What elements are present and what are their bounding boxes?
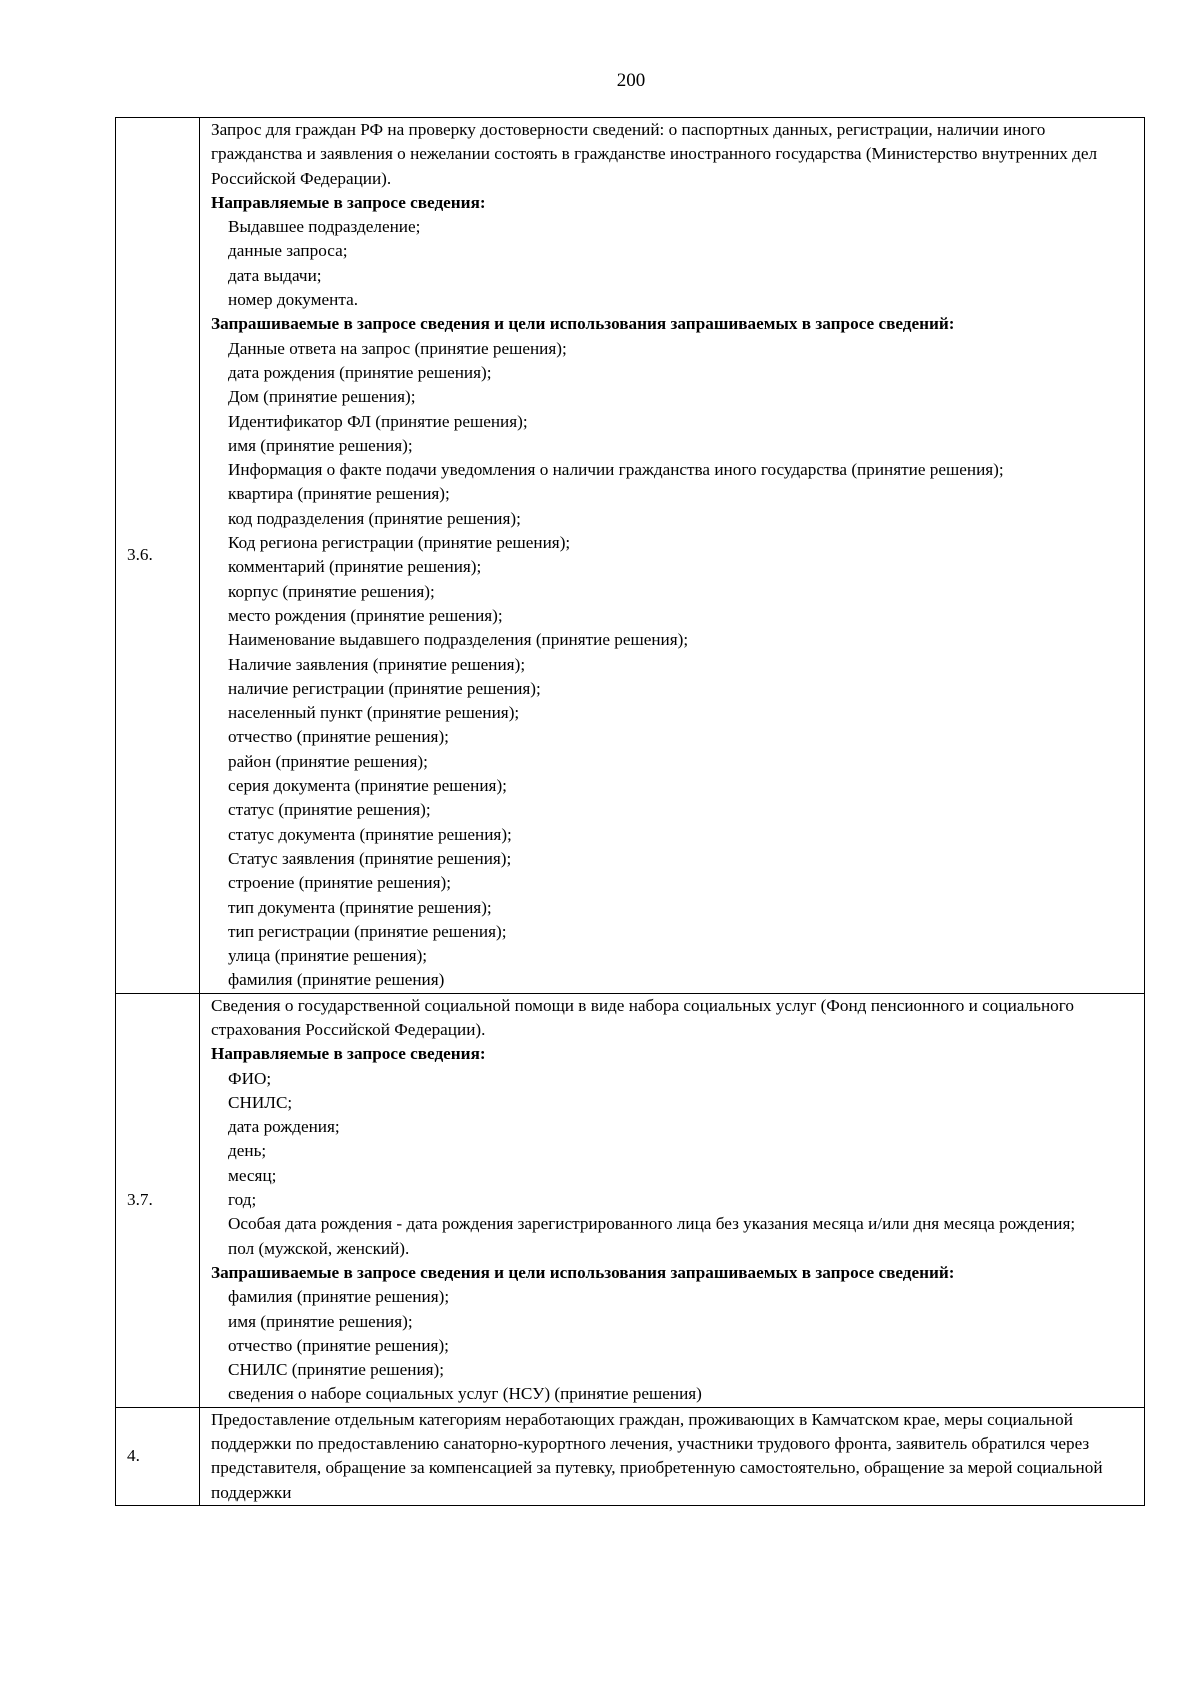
row-title: Сведения о государственной социальной помощи в виде набора социальных услуг (Фонд пенсионного и социального страхования Российской Федерации). — [211, 995, 1074, 1039]
list-item: отчество (принятие решения); — [228, 1335, 449, 1355]
list-item: Идентификатор ФЛ (принятие решения); — [228, 411, 528, 431]
list-item: сведения о наборе социальных услуг (НСУ) (принятие решения) — [228, 1384, 702, 1404]
row-content — [200, 1407, 1145, 1505]
sent-header: Направляемые в запросе сведения: — [211, 1044, 486, 1064]
list-item: месяц; — [228, 1165, 277, 1185]
document-table — [115, 117, 1145, 1506]
page-number: 200 — [616, 70, 646, 91]
list-item: Выдавшее подразделение; — [228, 217, 421, 237]
list-item: фамилия (принятие решения); — [228, 1287, 450, 1307]
list-item: данные запроса; — [228, 241, 348, 261]
row-number: 3.7. — [116, 993, 200, 1407]
row-title: Запрос для граждан РФ на проверку достоверности сведений: о паспортных данных, регистрации, наличии иного гражданства и заявления о нежелании состоять в гражданстве иностранного государства (Министерство внутренних дел Российской Федерации). — [211, 120, 1098, 188]
table-row — [116, 1407, 1145, 1505]
list-item: район (принятие решения); — [228, 751, 428, 771]
list-item: отчество (принятие решения); — [228, 727, 449, 747]
list-item: Дом (принятие решения); — [228, 387, 416, 407]
list-item: дата рождения; — [228, 1117, 340, 1137]
list-item: Информация о факте подачи уведомления о наличии гражданства иного государства (принятие решения); — [228, 460, 1004, 480]
row-title: Предоставление отдельным категориям неработающих граждан, проживающих в Камчатском крае, меры социальной поддержки по предоставлению санаторно-курортного лечения, участники трудового фронта, заявитель обратился через представителя, обращение за компенсацией за путевку, приобретенную самостоятельно, обращение за мерой социальной поддержки — [211, 1409, 1103, 1502]
list-item: СНИЛС; — [228, 1092, 293, 1112]
table-row — [116, 993, 1145, 1407]
list-item: улица (принятие решения); — [228, 946, 428, 966]
list-item: корпус (принятие решения); — [228, 581, 435, 601]
list-item: населенный пункт (принятие решения); — [228, 703, 520, 723]
list-item: код подразделения (принятие решения); — [228, 508, 521, 528]
list-item: Код региона регистрации (принятие решения); — [228, 533, 571, 553]
row-number: 4. — [116, 1407, 200, 1505]
row-content — [200, 993, 1145, 1407]
list-item: день; — [228, 1141, 267, 1161]
list-item: Особая дата рождения - дата рождения зарегистрированного лица без указания месяца и/или дня месяца рождения; — [228, 1214, 1076, 1234]
list-item: пол (мужской, женский). — [228, 1238, 410, 1258]
row-number: 3.6. — [116, 118, 200, 994]
row-content — [200, 118, 1145, 994]
list-item: Статус заявления (принятие решения); — [228, 848, 512, 868]
list-item: ФИО; — [228, 1068, 272, 1088]
list-item: Наличие заявления (принятие решения); — [228, 654, 526, 674]
requested-header: Запрашиваемые в запросе сведения и цели использования запрашиваемых в запросе сведений: — [211, 1262, 955, 1282]
list-item: строение (принятие решения); — [228, 873, 452, 893]
list-item: имя (принятие решения); — [228, 435, 413, 455]
list-item: Данные ответа на запрос (принятие решения); — [228, 338, 567, 358]
list-item: год; — [228, 1190, 257, 1210]
requested-header: Запрашиваемые в запросе сведения и цели использования запрашиваемых в запросе сведений: — [211, 314, 955, 334]
list-item: статус документа (принятие решения); — [228, 824, 512, 844]
list-item: номер документа. — [228, 290, 359, 310]
list-item: комментарий (принятие решения); — [228, 557, 482, 577]
list-item: тип регистрации (принятие решения); — [228, 921, 507, 941]
list-item: тип документа (принятие решения); — [228, 897, 492, 917]
list-item: дата рождения (принятие решения); — [228, 362, 492, 382]
list-item: Наименование выдавшего подразделения (принятие решения); — [228, 630, 689, 650]
list-item: статус (принятие решения); — [228, 800, 431, 820]
list-item: имя (принятие решения); — [228, 1311, 413, 1331]
table-row — [116, 118, 1145, 994]
list-item: квартира (принятие решения); — [228, 484, 450, 504]
list-item: наличие регистрации (принятие решения); — [228, 678, 541, 698]
list-item: дата выдачи; — [228, 265, 322, 285]
list-item: СНИЛС (принятие решения); — [228, 1360, 445, 1380]
sent-header: Направляемые в запросе сведения: — [211, 192, 486, 212]
list-item: фамилия (принятие решения) — [228, 970, 445, 990]
list-item: серия документа (принятие решения); — [228, 776, 507, 796]
list-item: место рождения (принятие решения); — [228, 605, 503, 625]
